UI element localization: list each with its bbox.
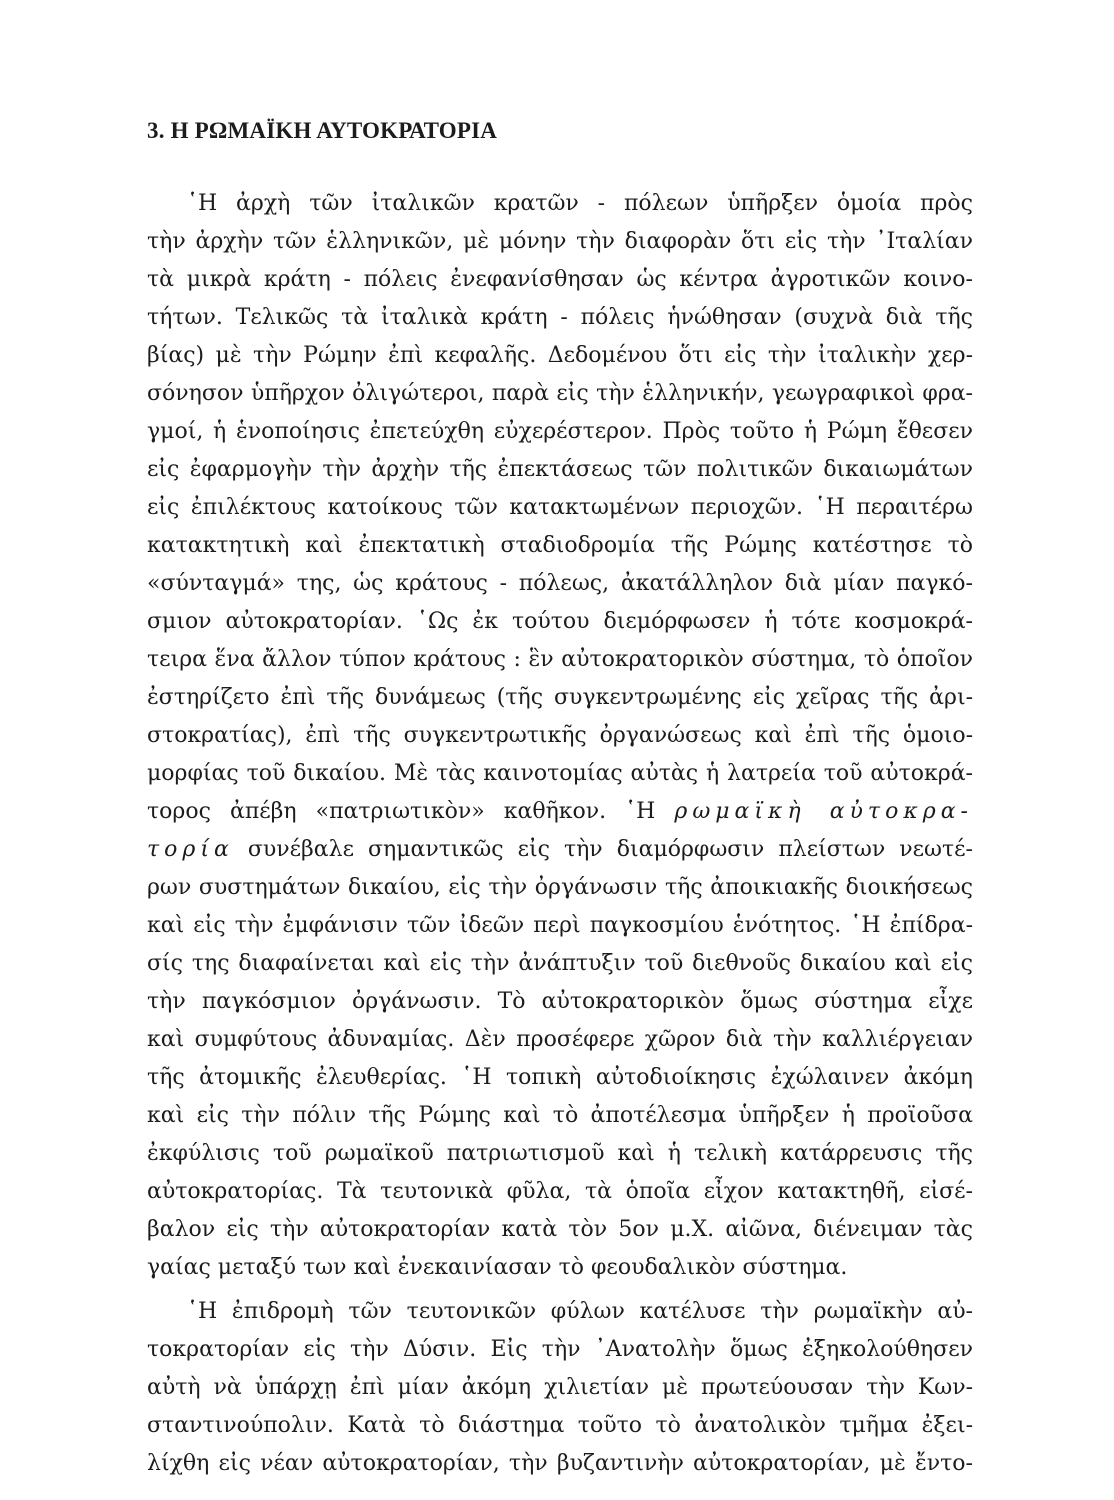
- text-line: ῾Η ἐπιδρομὴ τῶν τευτονικῶν φύλων κατέλυσε τὴν ρωμαϊκὴν αὐ-: [187, 1299, 973, 1324]
- text-line: τὰ μικρὰ κράτη - πόλεις ἐνεφανίσθησαν ὡς κέντρα ἀγροτικῶν κοινο-: [147, 267, 973, 292]
- text-line: «σύνταγμά» της, ὡς κράτους - πόλεως, ἀκατάλληλον διὰ μίαν παγκό-: [147, 571, 973, 596]
- text-line: ἐκφύλισις τοῦ ρωμαϊκοῦ πατριωτισμοῦ καὶ ἡ τελικὴ κατάρρευσις τῆς: [147, 1141, 973, 1166]
- text-line: σμιον αὐτοκρατορίαν. ῾Ως ἐκ τούτου διεμόρφωσεν ἡ τότε κοσμοκρά-: [147, 609, 973, 634]
- text-line: τήτων. Τελικῶς τὰ ἰταλικὰ κράτη - πόλεις ἡνώθησαν (συχνὰ διὰ τῆς: [147, 305, 973, 330]
- text-line: ῾Η ἀρχὴ τῶν ἰταλικῶν κρατῶν - πόλεων ὑπῆρξεν ὁμοία πρὸς: [187, 191, 973, 216]
- text-line: καὶ συμφύτους ἀδυναμίας. Δὲν προσέφερε χῶρον διὰ τὴν καλλιέργειαν: [147, 1027, 973, 1052]
- text-line: τειρα ἕνα ἄλλον τύπον κράτους : ἓν αὐτοκρατορικὸν σύστημα, τὸ ὁποῖον: [147, 647, 973, 672]
- spaced-emphasis-term: ρωμαϊκὴ αὐτοκρα-: [674, 799, 973, 824]
- text-line: τὴν ἀρχὴν τῶν ἑλληνικῶν, μὲ μόνην τὴν διαφορὰν ὅτι εἰς τὴν ᾿Ιταλίαν: [147, 229, 973, 254]
- text-line: σόνησον ὑπῆρχον ὀλιγώτεροι, παρὰ εἰς τὴν ἑλληνικήν, γεωγραφικοὶ φρα-: [147, 381, 973, 406]
- text-segment: τορος ἀπέβη «πατριωτικὸν» καθῆκον. ῾Η: [147, 799, 656, 824]
- text-line: αὐτοκρατορίας. Τὰ τευτονικὰ φῦλα, τὰ ὁποῖα εἶχον κατακτηθῆ, εἰσέ-: [147, 1179, 973, 1204]
- text-line: αὐτὴ νὰ ὑπάρχῃ ἐπὶ μίαν ἀκόμη χιλιετίαν μὲ πρωτεύουσαν τὴν Κων-: [147, 1375, 973, 1400]
- text-line: τῆς ἀτομικῆς ἐλευθερίας. ῾Η τοπικὴ αὐτοδιοίκησις ἐχώλαινεν ἀκόμη: [147, 1065, 973, 1090]
- text-line: μορφίας τοῦ δικαίου. Μὲ τὰς καινοτομίας αὐτὰς ἡ λατρεία τοῦ αὐτοκρά-: [147, 761, 973, 786]
- text-line: λίχθη εἰς νέαν αὐτοκρατορίαν, τὴν βυζαντινὴν αὐτοκρατορίαν, μὲ ἔντο-: [147, 1451, 973, 1476]
- section-heading: 3. Η ΡΩΜΑΪΚΗ ΑΥΤΟΚΡΑΤΟΡΙΑ: [147, 118, 498, 143]
- text-line: γμοί, ἡ ἑνοποίησις ἐπετεύχθη εὐχερέστερον. Πρὸς τοῦτο ἡ Ρώμη ἔθεσεν: [147, 419, 973, 444]
- text-line: εἰς ἐφαρμογὴν τὴν ἀρχὴν τῆς ἐπεκτάσεως τῶν πολιτικῶν δικαιωμάτων: [147, 457, 973, 482]
- text-line: τοκρατορίαν εἰς τὴν Δύσιν. Εἰς τὴν ᾿Ανατολὴν ὅμως ἐξηκολούθησεν: [147, 1337, 973, 1362]
- text-line: γαίας μεταξύ των καὶ ἐνεκαινίασαν τὸ φεουδαλικὸν σύστημα.: [147, 1255, 848, 1280]
- text-line: [147, 831, 973, 869]
- text-line: στοκρατίας), ἐπὶ τῆς συγκεντρωτικῆς ὀργανώσεως καὶ ἐπὶ τῆς ὁμοιο-: [147, 723, 973, 748]
- text-line: βαλον εἰς τὴν αὐτοκρατορίαν κατὰ τὸν 5ον μ.Χ. αἰῶνα, διένειμαν τὰς: [147, 1217, 973, 1242]
- spaced-emphasis-term: τορία: [147, 837, 234, 862]
- text-line: καὶ εἰς τὴν ἐμφάνισιν τῶν ἰδεῶν περὶ παγκοσμίου ἑνότητος. ῾Η ἐπίδρα-: [147, 913, 973, 938]
- text-line: ρων συστημάτων δικαίου, εἰς τὴν ὀργάνωσιν τῆς ἀποικιακῆς διοικήσεως: [147, 875, 973, 900]
- text-line: σίς της διαφαίνεται καὶ εἰς τὴν ἀνάπτυξιν τοῦ διεθνοῦς δικαίου καὶ εἰς: [147, 951, 973, 976]
- text-segment: συνέβαλε σημαντικῶς εἰς τὴν διαμόρφωσιν πλείστων νεωτέ-: [247, 837, 973, 862]
- text-line: κατακτητικὴ καὶ ἐπεκτατικὴ σταδιοδρομία τῆς Ρώμης κατέστησε τὸ: [147, 533, 973, 558]
- text-line: καὶ εἰς τὴν πόλιν τῆς Ρώμης καὶ τὸ ἀποτέλεσμα ὑπῆρξεν ἡ προϊοῦσα: [147, 1103, 973, 1128]
- text-line: [147, 793, 973, 831]
- text-line: σταντινούπολιν. Κατὰ τὸ διάστημα τοῦτο τὸ ἀνατολικὸν τμῆμα ἐξει-: [147, 1413, 973, 1438]
- text-line: ἐστηρίζετο ἐπὶ τῆς δυνάμεως (τῆς συγκεντρωμένης εἰς χεῖρας τῆς ἀρι-: [147, 685, 973, 710]
- text-line: βίας) μὲ τὴν Ρώμην ἐπὶ κεφαλῆς. Δεδομένου ὅτι εἰς τὴν ἰταλικὴν χερ-: [147, 343, 973, 368]
- text-line: τὴν παγκόσμιον ὀργάνωσιν. Τὸ αὐτοκρατορικὸν ὅμως σύστημα εἶχε: [147, 989, 973, 1014]
- text-line: εἰς ἐπιλέκτους κατοίκους τῶν κατακτωμένων περιοχῶν. ῾Η περαιτέρω: [147, 495, 973, 520]
